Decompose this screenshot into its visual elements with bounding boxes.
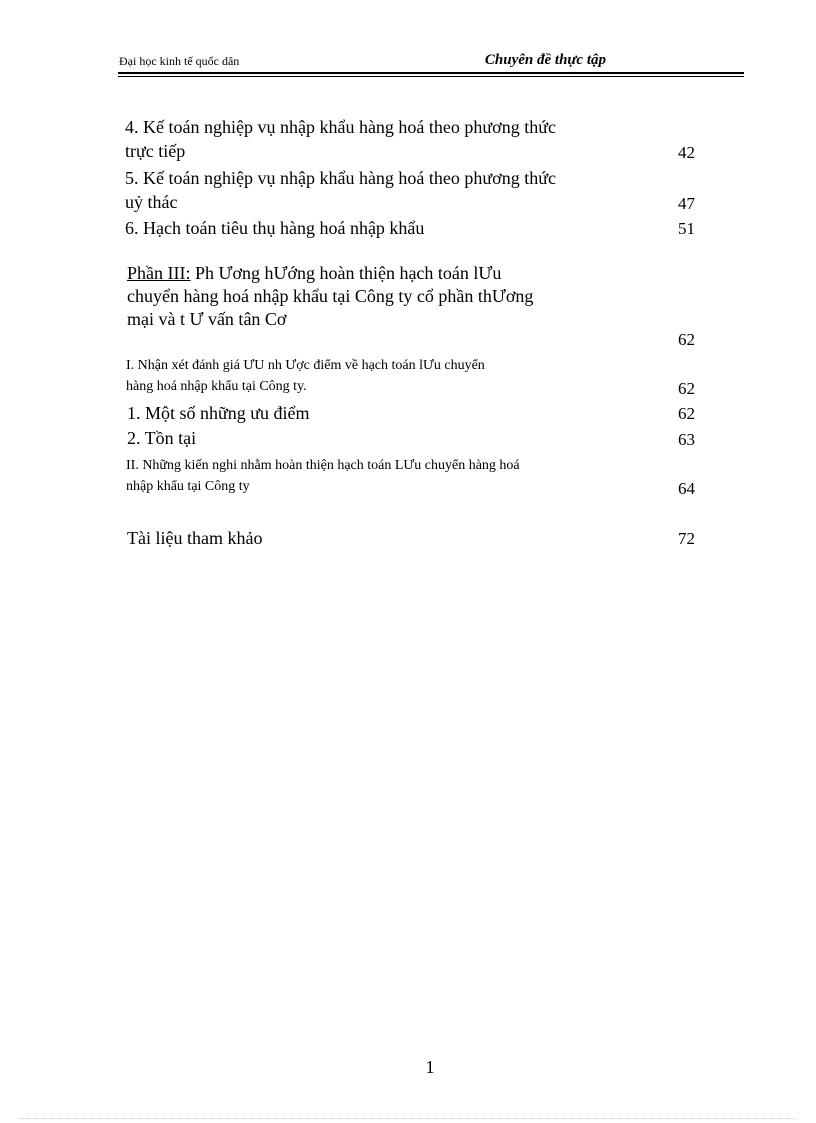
header-university: Đại học kinh tế quốc dân xyxy=(119,54,240,68)
toc-part3-title: Ph Ương hƯớng hoàn thiện hạch toán lƯu xyxy=(190,263,502,283)
toc-subsection-1-page: 62 xyxy=(678,404,695,423)
toc-references: Tài liệu tham khảo xyxy=(127,528,263,548)
toc-part3-line2: chuyển hàng hoá nhập khẩu tại Công ty cổ phần thƯơng xyxy=(127,286,534,306)
toc-entry-5-page: 47 xyxy=(678,194,695,213)
toc-entry-4-line2: trực tiếp xyxy=(125,141,186,161)
header-rule-thick xyxy=(118,72,744,74)
header-rule-thin xyxy=(118,76,744,77)
toc-section-ii-page: 64 xyxy=(678,479,695,498)
toc-part3-label: Phần III: xyxy=(127,263,191,283)
toc-entry-5-line1: 5. Kế toán nghiệp vụ nhập khẩu hàng hoá theo phương thức xyxy=(125,168,556,188)
toc-entry-4-line1: 4. Kế toán nghiệp vụ nhập khẩu hàng hoá theo phương thức xyxy=(125,117,556,137)
toc-part3-line3: mại và t Ư vấn tân Cơ xyxy=(127,309,287,329)
toc-part3-page: 62 xyxy=(678,330,695,349)
toc-entry-6: 6. Hạch toán tiêu thụ hàng hoá nhập khẩu xyxy=(125,218,425,238)
page-bottom-border xyxy=(20,1118,796,1119)
toc-section-i-line1: I. Nhận xét đánh giá ƯU nh Ược điểm về hạch toán lƯu chuyển xyxy=(126,358,485,373)
toc-subsection-2: 2. Tồn tại xyxy=(127,428,197,448)
toc-section-ii-line2: nhập khẩu tại Công ty xyxy=(126,479,250,494)
toc-subsection-2-page: 63 xyxy=(678,430,695,449)
page-number: 1 xyxy=(425,1057,435,1077)
toc-subsection-1: 1. Một số những ưu điểm xyxy=(127,403,310,423)
toc-section-i-line2: hàng hoá nhập khẩu tại Công ty. xyxy=(126,379,307,394)
toc-references-page: 72 xyxy=(678,529,695,548)
toc-entry-5-line2: uỷ thác xyxy=(125,192,178,212)
toc-section-i-page: 62 xyxy=(678,379,695,398)
header-doc-title: Chuyên đề thực tập xyxy=(484,52,606,68)
toc-entry-4-page: 42 xyxy=(678,143,695,162)
toc-part3-line1 xyxy=(127,263,501,284)
toc-section-ii-line1: II. Những kiến nghi nhằm hoàn thiện hạch toán LƯu chuyển hàng hoá xyxy=(126,458,520,473)
toc-entry-6-page: 51 xyxy=(678,219,695,238)
